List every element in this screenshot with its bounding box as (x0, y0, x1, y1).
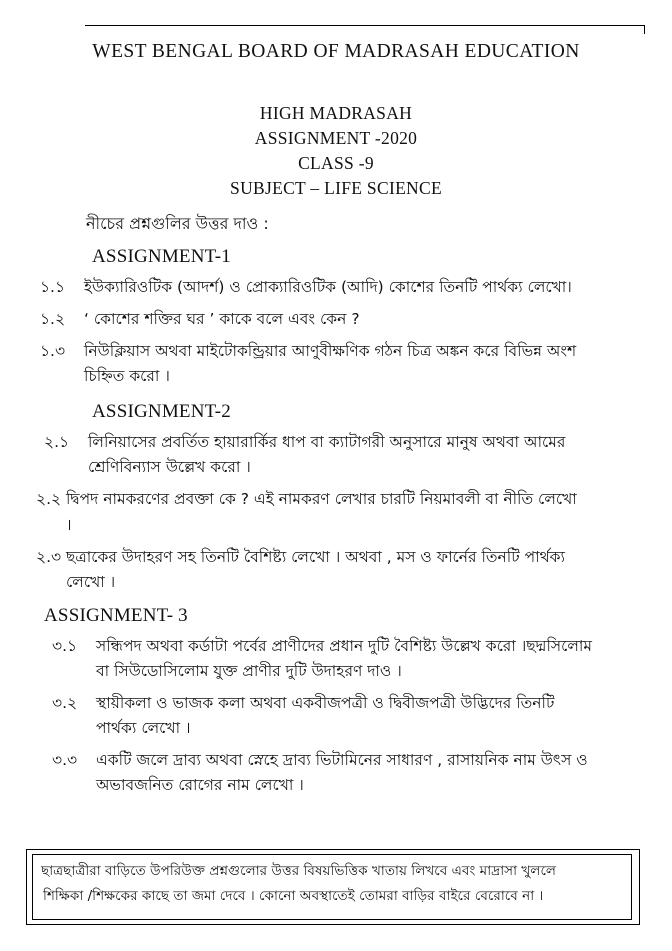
question-text: স্থায়ীকলা ও ভাজক কলা অথবা একবীজপত্রী ও দ্বিবীজপত্রী উদ্ভিদের তিনটি পার্থক্য লেখো । (96, 694, 555, 738)
question-list-assignment-3 (0, 634, 672, 799)
question-item (0, 691, 672, 741)
question-text: ‘ কোশের শক্তির ঘর ’ কাকে বলে এবং কেন ? (84, 309, 360, 328)
question-number: ৩.২ (52, 694, 78, 713)
question-number: ৩.১ (52, 636, 78, 655)
question-number: ৩.৩ (52, 751, 78, 770)
question-number: ১.১ (40, 277, 66, 296)
question-number: ২.১ (44, 433, 70, 452)
question-text: সন্ধিপদ অথবা কর্ডাটা পর্বের প্রাণীদের প্রধান দুটি বৈশিষ্ট্য উল্লেখ করো ।ছদ্মসিলোম বা সিউডোসিলোম যুক্ত প্রাণীর দুটি উদাহরণ দাও । (96, 636, 593, 680)
question-item (0, 339, 672, 389)
footer-note-line-2: শিক্ষিকা /শিক্ষকের কাছে তা জমা দেবে । কোনো অবস্থাতেই তোমরা বাড়ির বাইরে বেরোবে না । (43, 888, 544, 905)
question-text: ছত্রাকের উদাহরণ সহ তিনটি বৈশিষ্ট্য লেখো । অথবা , মস ও ফার্নের তিনটি পার্থক্য লেখো । (66, 547, 566, 591)
exam-name: HIGH MADRASAH (259, 103, 413, 123)
footer-note-box (32, 854, 632, 920)
question-item (0, 634, 672, 684)
assignment-year: ASSIGNMENT -2020 (254, 128, 418, 148)
question-number: ১.৩ (40, 342, 66, 361)
class-label: CLASS -9 (298, 153, 374, 173)
page-title: WEST BENGAL BOARD OF MADRASAH EDUCATION (92, 41, 580, 62)
question-text: দ্বিপদ নামকরণের প্রবক্তা কে ? এই নামকরণ লেখার চারটি নিয়মাবলী বা নীতি লেখো । (66, 490, 577, 534)
question-item (0, 275, 672, 300)
question-item (0, 430, 672, 480)
instruction-line: নীচের প্রশ্নগুলির উত্তর দাও : (86, 214, 269, 233)
question-text: ইউক্যারিওটিক (আদর্শ) ও প্রোক্যারিওটিক (আদি) কোশের তিনটি পার্থক্য লেখো। (84, 277, 572, 296)
section-heading-assignment-3: ASSIGNMENT- 3 (44, 604, 188, 626)
question-item (0, 748, 672, 798)
question-list-assignment-1 (0, 275, 672, 389)
question-text: নিউক্লিয়াস অথবা মাইটোকন্ড্রিয়ার আণুবীক্ষণিক গঠন চিত্র অঙ্কন করে বিভিন্ন অংশ চিহ্নিত করো । (84, 342, 577, 386)
question-number: ২.২ (36, 490, 62, 509)
question-number: ২.৩ (36, 547, 62, 566)
question-text: একটি জলে দ্রাব্য অথবা স্নেহে দ্রাব্য ভিটামিনের সাধারণ , রাসায়নিক নাম উৎস ও অভাবজনিত রোগের নাম লেখো । (96, 751, 588, 795)
question-item (0, 307, 672, 332)
exam-header-block (0, 101, 672, 201)
subject-label: SUBJECT – LIFE SCIENCE (230, 178, 442, 198)
question-item (0, 545, 672, 595)
question-item (0, 487, 672, 537)
section-heading-assignment-2: ASSIGNMENT-2 (92, 401, 231, 423)
footer-note-line-1: ছাত্রছাত্রীরা বাড়িতে উপরিউক্ত প্রশ্নগুলোর উত্তর বিষয়ভিত্তিক খাতায় লিখবে এবং মাদ্রাসা খুললে (41, 863, 557, 879)
question-text: লিনিয়াসের প্রবর্তিত হায়ারার্কির ধাপ বা ক্যাটাগরী অনুসারে মানুষ অথবা আমের শ্রেণিবিন্যাস উল্লেখ করো । (88, 433, 566, 477)
question-list-assignment-2 (0, 430, 672, 595)
question-number: ১.২ (40, 309, 66, 328)
section-heading-assignment-1: ASSIGNMENT-1 (92, 245, 231, 267)
